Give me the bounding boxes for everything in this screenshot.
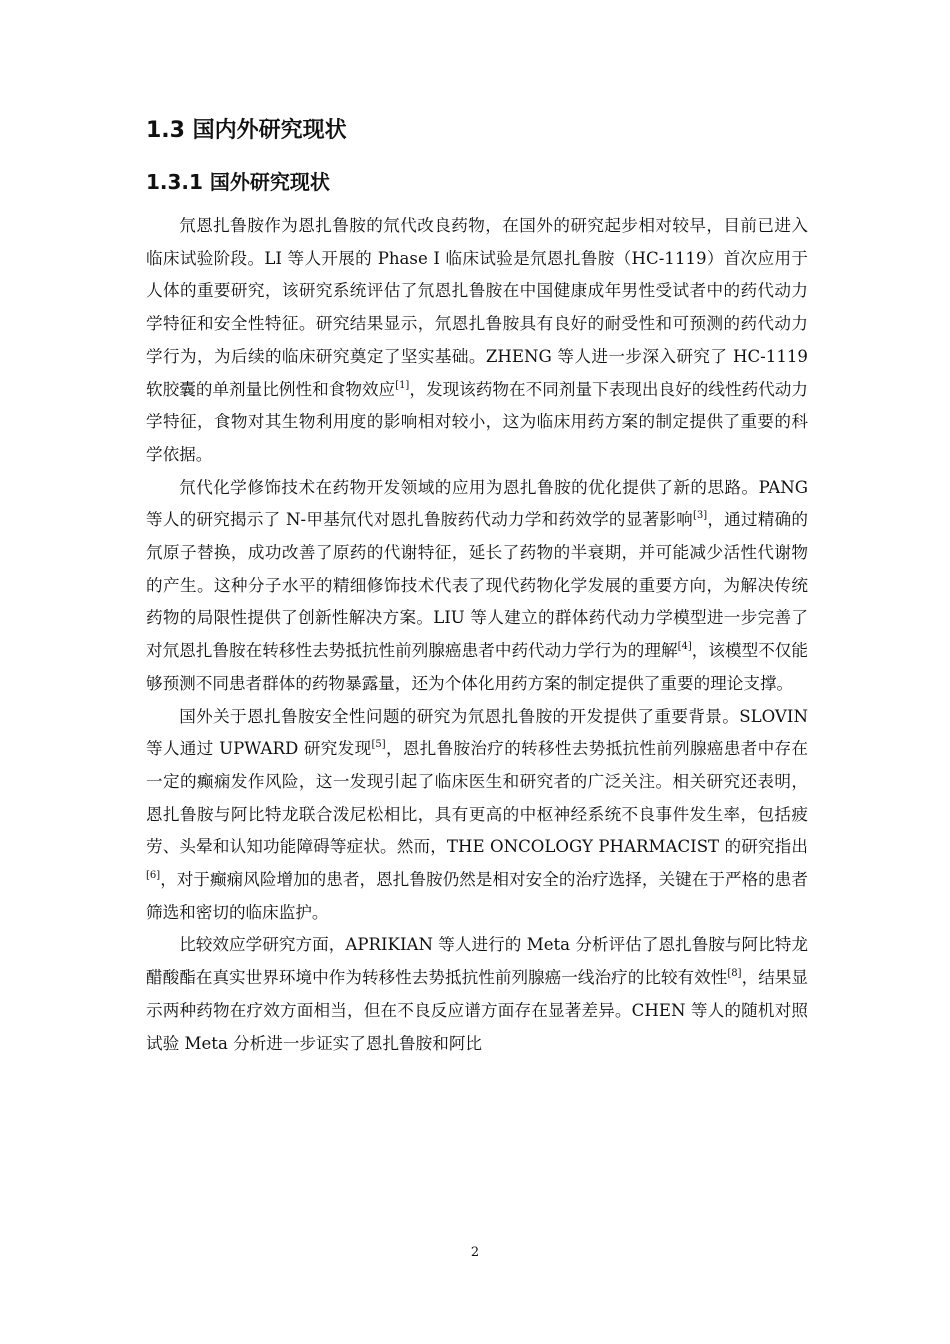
paragraph-text: ，该模型不仅能够预测不同患者群体的药物暴露量，还为个体化用药方案的制定提供了重要的理论支撑。 — [146, 641, 809, 693]
paragraph-text: ，发现该药物在不同剂量下表现出良好的线性药代动力学特征，食物对其生物利用度的影响相对较小，这为临床用药方案的制定提供了重要的科学依据。 — [146, 379, 809, 464]
paragraph — [146, 929, 808, 1060]
citation-mark: [1] — [395, 379, 410, 391]
citation-mark: [4] — [677, 641, 692, 653]
paragraph-text: ，恩扎鲁胺治疗的转移性去势抵抗性前列腺癌患者中存在一定的癫痫发作风险，这一发现引起了临床医生和研究者的广泛关注。相关研究还表明，恩扎鲁胺与阿比特龙联合泼尼松相比，具有更高的中枢神经系统不良事件发生率，包括疲劳、头晕和认知功能障碍等症状。然而，THE ONCOLOGY PHARMACIST 的研究指出 — [146, 739, 808, 857]
citation-mark: [3] — [692, 510, 708, 522]
subsection-heading: 1.3.1 国外研究现状 — [146, 170, 330, 194]
paragraph-text: 国外关于恩扎鲁胺安全性问题的研究为氘恩扎鲁胺的开发提供了重要背景。SLOVIN 等人通过 UPWARD 研究发现 — [146, 706, 808, 759]
citation-mark: [8] — [727, 968, 742, 980]
paragraph-text: 比较效应学研究方面，APRIKIAN 等人进行的 Meta 分析评估了恩扎鲁胺与阿比特龙醋酸酯在真实世界环境中作为转移性去势抵抗性前列腺癌一线治疗的比较有效性 — [146, 935, 808, 988]
paragraph-text: ，通过精确的氘原子替换，成功改善了原药的代谢特征，延长了药物的半衰期，并可能减少活性代谢物的产生。这种分子水平的精细修饰技术代表了现代药物化学发展的重要方向，为解决传统药物的局限性提供了创新性解决方案。LIU 等人建立的群体药代动力学模型进一步完善了对氘恩扎鲁胺在转移性去势抵抗性前列腺癌患者中药代动力学行为的理解 — [146, 510, 809, 661]
paragraph — [146, 472, 808, 701]
paragraph-text: 氘恩扎鲁胺作为恩扎鲁胺的氘代改良药物，在国外的研究起步相对较早，目前已进入临床试验阶段。LI 等人开展的 Phase I 临床试验是氘恩扎鲁胺（HC-1119）首次应用于人体的重要研究，该研究系统评估了氘恩扎鲁胺在中国健康成年男性受试者中的药代动力学特征和安全性特征。研究结果显示，氘恩扎鲁胺具有良好的耐受性和可预测的药代动力学行为，为后续的临床研究奠定了坚实基础。ZHENG 等人进一步深入研究了 HC-1119 软胶囊的单剂量比例性和食物效应 — [146, 216, 808, 399]
paragraph — [146, 701, 808, 930]
page-number: 2 — [470, 1245, 480, 1260]
paragraph — [146, 210, 808, 472]
section-heading: 1.3 国内外研究现状 — [146, 118, 347, 143]
body-text — [146, 210, 808, 1060]
paragraph-text: 氘代化学修饰技术在药物开发领域的应用为恩扎鲁胺的优化提供了新的思路。PANG 等人的研究揭示了 N-甲基氘代对恩扎鲁胺药代动力学和药效学的显著影响 — [146, 477, 808, 530]
paragraph-text: ，对于癫痫风险增加的患者，恩扎鲁胺仍然是相对安全的治疗选择，关键在于严格的患者筛选和密切的临床监护。 — [146, 870, 808, 922]
paragraph-text: ，结果显示两种药物在疗效方面相当，但在不良反应谱方面存在显著差异。CHEN 等人的随机对照试验 Meta 分析进一步证实了恩扎鲁胺和阿比 — [146, 968, 809, 1053]
citation-mark: [6] — [146, 870, 161, 882]
citation-mark: [5] — [371, 739, 386, 751]
